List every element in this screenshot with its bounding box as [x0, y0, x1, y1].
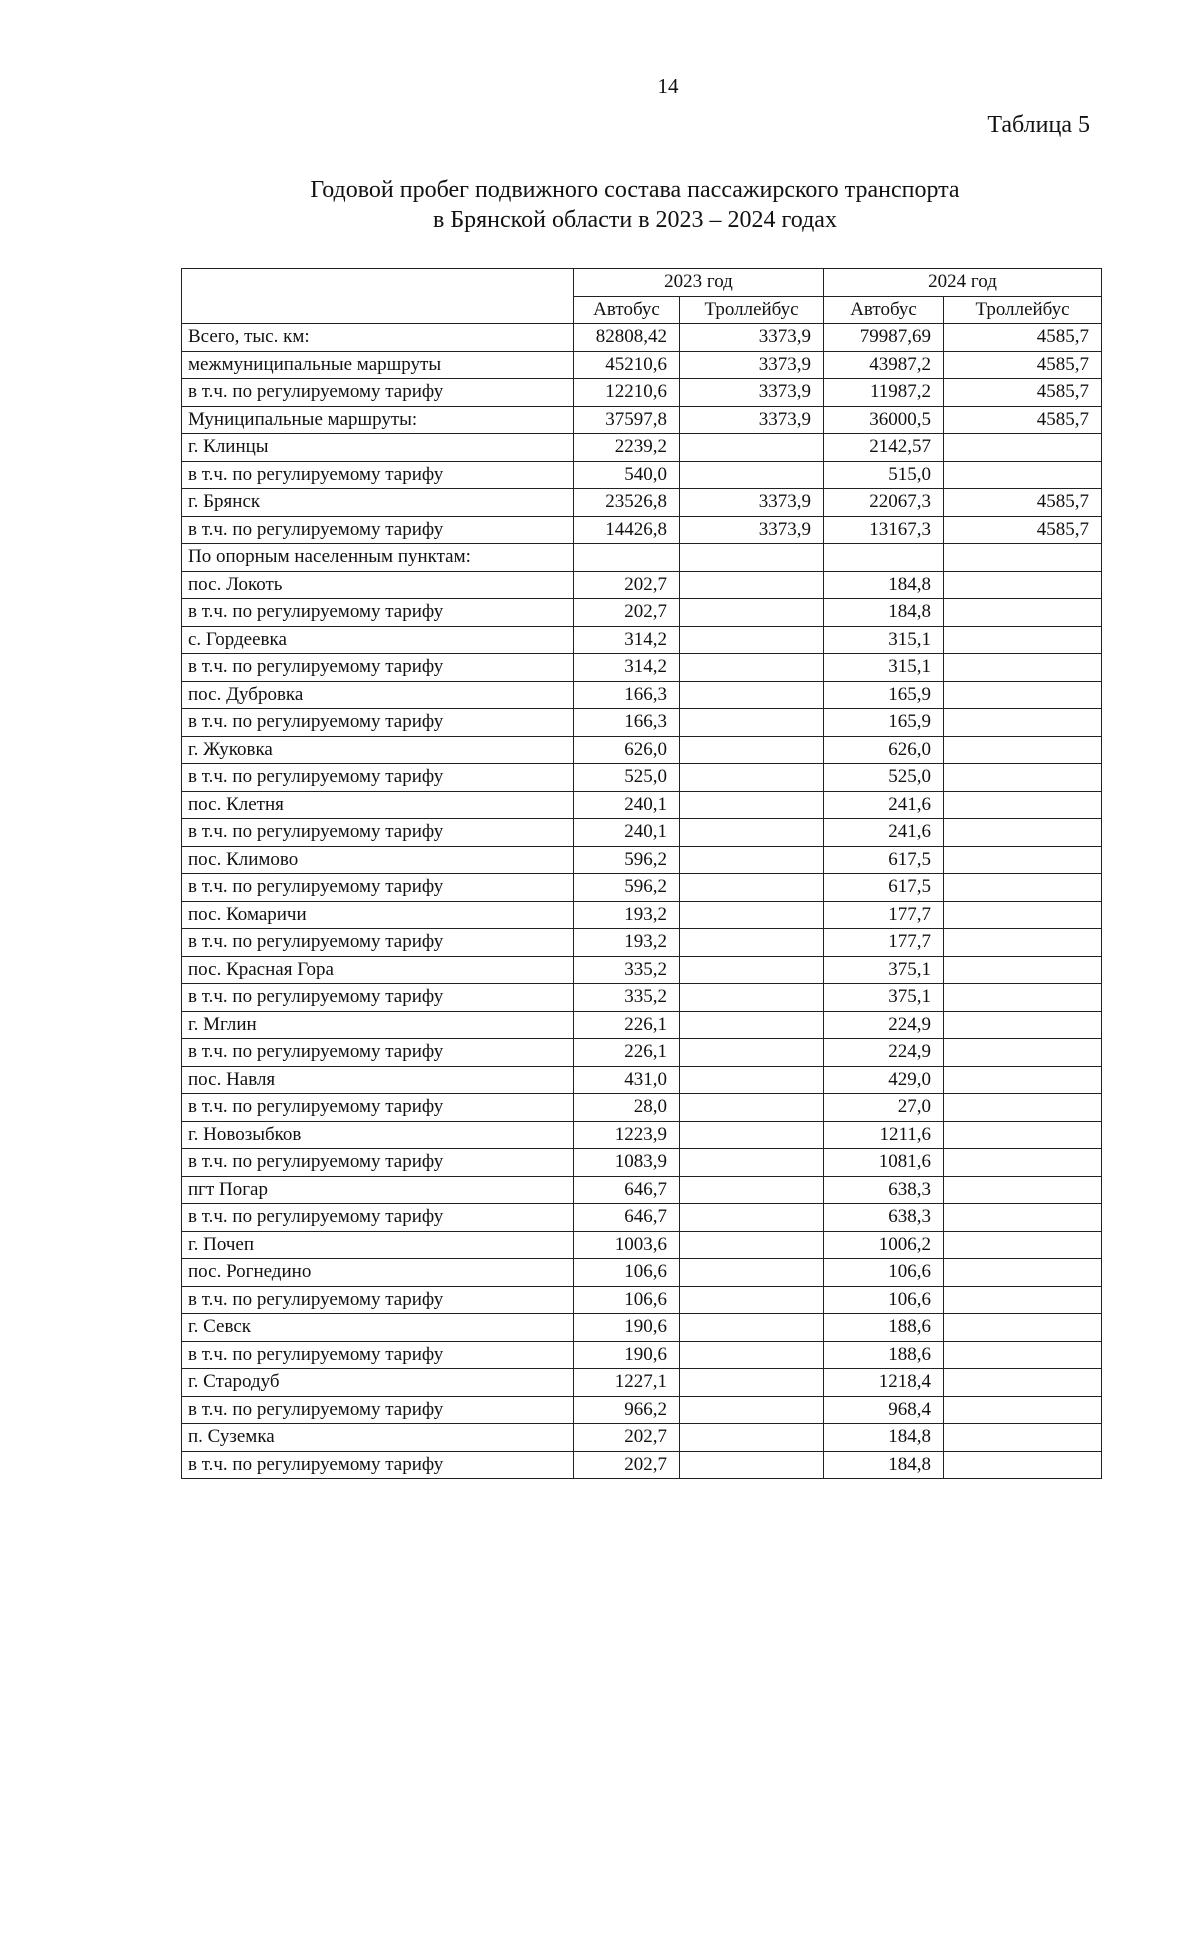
bus-2024-value: 36000,5	[824, 406, 944, 434]
trolleybus-2023-value	[680, 1094, 824, 1122]
table-row	[182, 1011, 1102, 1039]
bus-2024-value: 184,8	[824, 599, 944, 627]
row-label-header	[182, 269, 574, 324]
trolleybus-2024-value	[944, 1204, 1102, 1232]
table-row	[182, 571, 1102, 599]
row-label: г. Жуковка	[182, 736, 574, 764]
bus-2023-value: 966,2	[574, 1396, 680, 1424]
bus-2024-value: 968,4	[824, 1396, 944, 1424]
bus-2023-value: 596,2	[574, 846, 680, 874]
table-row	[182, 1121, 1102, 1149]
bus-2024-value: 165,9	[824, 681, 944, 709]
bus-2024-value: 315,1	[824, 626, 944, 654]
table-row	[182, 406, 1102, 434]
trolleybus-2023-value	[680, 846, 824, 874]
row-label: с. Гордеевка	[182, 626, 574, 654]
bus-2023-value: 193,2	[574, 901, 680, 929]
row-label: Всего, тыс. км:	[182, 324, 574, 352]
trolleybus-2023-value	[680, 1286, 824, 1314]
bus-2023-value: 45210,6	[574, 351, 680, 379]
row-label: пос. Навля	[182, 1066, 574, 1094]
bus-2024-value: 224,9	[824, 1011, 944, 1039]
bus-2023-value: 626,0	[574, 736, 680, 764]
title-line-1: Годовой пробег подвижного состава пассажирского транспорта	[310, 177, 960, 203]
bus-2023-value: 314,2	[574, 654, 680, 682]
bus-2024-value: 165,9	[824, 709, 944, 737]
row-label: в т.ч. по регулируемому тарифу	[182, 929, 574, 957]
trolleybus-2024-value	[944, 901, 1102, 929]
table-row	[182, 1094, 1102, 1122]
trolleybus-2024-value	[944, 1259, 1102, 1287]
trolleybus-2024-value	[944, 1369, 1102, 1397]
table-row	[182, 1369, 1102, 1397]
bus-2023-value: 431,0	[574, 1066, 680, 1094]
table-row	[182, 764, 1102, 792]
trolleybus-2024-value: 4585,7	[944, 516, 1102, 544]
row-label: г. Клинцы	[182, 434, 574, 462]
document-title	[0, 175, 1200, 235]
bus-2024-value: 315,1	[824, 654, 944, 682]
trolleybus-2023-value	[680, 1176, 824, 1204]
bus-2024-value: 375,1	[824, 984, 944, 1012]
bus-2024-value: 241,6	[824, 819, 944, 847]
row-label: в т.ч. по регулируемому тарифу	[182, 461, 574, 489]
table-row	[182, 544, 1102, 572]
row-label: пос. Комаричи	[182, 901, 574, 929]
trolleybus-2023-value	[680, 901, 824, 929]
trolleybus-2024-value	[944, 1396, 1102, 1424]
table-body	[182, 324, 1102, 1479]
trolleybus-2024-value	[944, 1286, 1102, 1314]
trolleybus-2023-value	[680, 1149, 824, 1177]
trolleybus-2024-value	[944, 874, 1102, 902]
trolleybus-2023-value	[680, 1424, 824, 1452]
trolleybus-2024-value	[944, 1094, 1102, 1122]
bus-2024-value: 22067,3	[824, 489, 944, 517]
row-label: пос. Локоть	[182, 571, 574, 599]
table-row	[182, 1176, 1102, 1204]
trolleybus-2023-value	[680, 709, 824, 737]
table-row	[182, 1204, 1102, 1232]
bus-2023-value: 525,0	[574, 764, 680, 792]
trolleybus-2023-value	[680, 599, 824, 627]
table-label: Таблица 5	[987, 112, 1090, 138]
bus-2024-value: 1218,4	[824, 1369, 944, 1397]
row-label: в т.ч. по регулируемому тарифу	[182, 516, 574, 544]
trolleybus-2023-value	[680, 764, 824, 792]
trolleybus-2024-value	[944, 846, 1102, 874]
row-label: г. Новозыбков	[182, 1121, 574, 1149]
bus-2023-value: 1223,9	[574, 1121, 680, 1149]
trolleybus-2024-value	[944, 544, 1102, 572]
table-row	[182, 901, 1102, 929]
bus-2024-value: 2142,57	[824, 434, 944, 462]
vehicle-header-trolleybus-2023: Троллейбус	[680, 296, 824, 324]
trolleybus-2023-value	[680, 434, 824, 462]
bus-2023-value: 12210,6	[574, 379, 680, 407]
bus-2024-value: 27,0	[824, 1094, 944, 1122]
row-label: в т.ч. по регулируемому тарифу	[182, 709, 574, 737]
bus-2023-value: 646,7	[574, 1204, 680, 1232]
trolleybus-2024-value	[944, 929, 1102, 957]
vehicle-header-bus-2024: Автобус	[824, 296, 944, 324]
bus-2023-value: 202,7	[574, 599, 680, 627]
trolleybus-2024-value	[944, 461, 1102, 489]
bus-2024-value: 43987,2	[824, 351, 944, 379]
table-row	[182, 846, 1102, 874]
trolleybus-2024-value	[944, 1039, 1102, 1067]
row-label: г. Почеп	[182, 1231, 574, 1259]
trolleybus-2023-value	[680, 1066, 824, 1094]
table-row	[182, 1396, 1102, 1424]
title-line-2: в Брянской области в 2023 – 2024 годах	[433, 207, 837, 233]
table-row	[182, 1341, 1102, 1369]
table-row	[182, 1259, 1102, 1287]
bus-2024-value: 177,7	[824, 901, 944, 929]
table-row	[182, 681, 1102, 709]
trolleybus-2023-value	[680, 1259, 824, 1287]
table-row	[182, 709, 1102, 737]
table-row	[182, 1231, 1102, 1259]
row-label: в т.ч. по регулируемому тарифу	[182, 819, 574, 847]
bus-2024-value: 1211,6	[824, 1121, 944, 1149]
trolleybus-2024-value	[944, 764, 1102, 792]
row-label: г. Стародуб	[182, 1369, 574, 1397]
trolleybus-2023-value: 3373,9	[680, 324, 824, 352]
bus-2023-value: 226,1	[574, 1011, 680, 1039]
row-label: в т.ч. по регулируемому тарифу	[182, 1094, 574, 1122]
trolleybus-2024-value	[944, 1121, 1102, 1149]
bus-2024-value: 177,7	[824, 929, 944, 957]
table-row	[182, 654, 1102, 682]
trolleybus-2023-value	[680, 929, 824, 957]
bus-2023-value: 166,3	[574, 709, 680, 737]
bus-2023-value: 190,6	[574, 1341, 680, 1369]
trolleybus-2024-value: 4585,7	[944, 379, 1102, 407]
table-row	[182, 929, 1102, 957]
bus-2023-value: 202,7	[574, 1424, 680, 1452]
bus-2024-value: 638,3	[824, 1176, 944, 1204]
bus-2024-value: 188,6	[824, 1341, 944, 1369]
trolleybus-2024-value	[944, 1176, 1102, 1204]
table-row	[182, 1039, 1102, 1067]
row-label: в т.ч. по регулируемому тарифу	[182, 1286, 574, 1314]
bus-2023-value: 1003,6	[574, 1231, 680, 1259]
trolleybus-2023-value	[680, 956, 824, 984]
trolleybus-2023-value	[680, 1039, 824, 1067]
bus-2023-value: 240,1	[574, 791, 680, 819]
trolleybus-2024-value	[944, 626, 1102, 654]
bus-2024-value: 184,8	[824, 1451, 944, 1479]
bus-2023-value: 193,2	[574, 929, 680, 957]
table-row	[182, 1451, 1102, 1479]
trolleybus-2023-value	[680, 874, 824, 902]
trolleybus-2023-value	[680, 1396, 824, 1424]
table-row	[182, 874, 1102, 902]
trolleybus-2023-value: 3373,9	[680, 406, 824, 434]
table-row	[182, 956, 1102, 984]
table-row	[182, 984, 1102, 1012]
trolleybus-2023-value: 3373,9	[680, 351, 824, 379]
trolleybus-2024-value	[944, 434, 1102, 462]
trolleybus-2024-value	[944, 599, 1102, 627]
mileage-table	[181, 268, 1102, 1479]
trolleybus-2024-value	[944, 1231, 1102, 1259]
trolleybus-2023-value	[680, 1369, 824, 1397]
bus-2023-value: 2239,2	[574, 434, 680, 462]
bus-2023-value: 82808,42	[574, 324, 680, 352]
trolleybus-2023-value	[680, 461, 824, 489]
row-label: По опорным населенным пунктам:	[182, 544, 574, 572]
year-header-2024: 2024 год	[824, 269, 1102, 297]
table-row	[182, 489, 1102, 517]
trolleybus-2023-value	[680, 654, 824, 682]
trolleybus-2024-value: 4585,7	[944, 351, 1102, 379]
table-row	[182, 1424, 1102, 1452]
row-label: в т.ч. по регулируемому тарифу	[182, 984, 574, 1012]
trolleybus-2024-value	[944, 1011, 1102, 1039]
bus-2023-value: 190,6	[574, 1314, 680, 1342]
trolleybus-2024-value	[944, 571, 1102, 599]
table-row	[182, 516, 1102, 544]
trolleybus-2024-value: 4585,7	[944, 406, 1102, 434]
row-label: в т.ч. по регулируемому тарифу	[182, 1039, 574, 1067]
bus-2024-value: 79987,69	[824, 324, 944, 352]
bus-2023-value: 1227,1	[574, 1369, 680, 1397]
bus-2024-value: 188,6	[824, 1314, 944, 1342]
bus-2023-value: 240,1	[574, 819, 680, 847]
table-row	[182, 434, 1102, 462]
table-row	[182, 324, 1102, 352]
row-label: в т.ч. по регулируемому тарифу	[182, 1396, 574, 1424]
trolleybus-2024-value	[944, 791, 1102, 819]
row-label: пос. Рогнедино	[182, 1259, 574, 1287]
bus-2023-value: 335,2	[574, 956, 680, 984]
year-header-2023: 2023 год	[574, 269, 824, 297]
trolleybus-2024-value	[944, 736, 1102, 764]
row-label: в т.ч. по регулируемому тарифу	[182, 1451, 574, 1479]
trolleybus-2024-value	[944, 956, 1102, 984]
trolleybus-2024-value	[944, 1314, 1102, 1342]
table-row	[182, 1314, 1102, 1342]
bus-2023-value: 1083,9	[574, 1149, 680, 1177]
bus-2024-value: 617,5	[824, 874, 944, 902]
bus-2023-value: 37597,8	[574, 406, 680, 434]
bus-2023-value: 596,2	[574, 874, 680, 902]
trolleybus-2023-value	[680, 1341, 824, 1369]
page-number: 14	[657, 74, 679, 98]
trolleybus-2023-value	[680, 1121, 824, 1149]
trolleybus-2023-value	[680, 681, 824, 709]
row-label: пгт Погар	[182, 1176, 574, 1204]
bus-2024-value: 626,0	[824, 736, 944, 764]
trolleybus-2024-value	[944, 1149, 1102, 1177]
trolleybus-2024-value	[944, 681, 1102, 709]
year-header-row	[182, 269, 1102, 297]
trolleybus-2024-value	[944, 1066, 1102, 1094]
bus-2024-value: 525,0	[824, 764, 944, 792]
bus-2023-value: 106,6	[574, 1259, 680, 1287]
row-label: Муниципальные маршруты:	[182, 406, 574, 434]
trolleybus-2023-value: 3373,9	[680, 516, 824, 544]
row-label: в т.ч. по регулируемому тарифу	[182, 1204, 574, 1232]
bus-2024-value	[824, 544, 944, 572]
trolleybus-2024-value	[944, 984, 1102, 1012]
trolleybus-2023-value	[680, 1011, 824, 1039]
bus-2023-value: 202,7	[574, 1451, 680, 1479]
trolleybus-2023-value	[680, 1204, 824, 1232]
bus-2023-value: 314,2	[574, 626, 680, 654]
row-label: в т.ч. по регулируемому тарифу	[182, 874, 574, 902]
bus-2023-value: 14426,8	[574, 516, 680, 544]
bus-2023-value: 23526,8	[574, 489, 680, 517]
bus-2023-value: 646,7	[574, 1176, 680, 1204]
table-row	[182, 599, 1102, 627]
bus-2024-value: 1081,6	[824, 1149, 944, 1177]
trolleybus-2023-value	[680, 626, 824, 654]
bus-2023-value: 226,1	[574, 1039, 680, 1067]
trolleybus-2024-value: 4585,7	[944, 489, 1102, 517]
trolleybus-2023-value	[680, 1231, 824, 1259]
trolleybus-2024-value	[944, 1341, 1102, 1369]
trolleybus-2023-value	[680, 1451, 824, 1479]
bus-2024-value: 617,5	[824, 846, 944, 874]
vehicle-header-bus-2023: Автобус	[574, 296, 680, 324]
bus-2023-value: 166,3	[574, 681, 680, 709]
row-label: в т.ч. по регулируемому тарифу	[182, 764, 574, 792]
bus-2024-value: 11987,2	[824, 379, 944, 407]
table-row	[182, 736, 1102, 764]
trolleybus-2023-value	[680, 736, 824, 764]
bus-2024-value: 106,6	[824, 1259, 944, 1287]
table-row	[182, 351, 1102, 379]
table-header	[182, 269, 1102, 324]
table-row	[182, 819, 1102, 847]
trolleybus-2023-value	[680, 1314, 824, 1342]
bus-2024-value: 515,0	[824, 461, 944, 489]
row-label: в т.ч. по регулируемому тарифу	[182, 379, 574, 407]
vehicle-header-trolleybus-2024: Троллейбус	[944, 296, 1102, 324]
row-label: пос. Дубровка	[182, 681, 574, 709]
row-label: г. Севск	[182, 1314, 574, 1342]
trolleybus-2024-value	[944, 709, 1102, 737]
bus-2024-value: 1006,2	[824, 1231, 944, 1259]
table-row	[182, 1149, 1102, 1177]
table-row	[182, 461, 1102, 489]
trolleybus-2023-value	[680, 819, 824, 847]
bus-2024-value: 375,1	[824, 956, 944, 984]
bus-2024-value: 106,6	[824, 1286, 944, 1314]
trolleybus-2023-value	[680, 544, 824, 572]
bus-2023-value: 540,0	[574, 461, 680, 489]
trolleybus-2024-value	[944, 819, 1102, 847]
row-label: в т.ч. по регулируемому тарифу	[182, 599, 574, 627]
bus-2024-value: 429,0	[824, 1066, 944, 1094]
bus-2024-value: 13167,3	[824, 516, 944, 544]
table-row	[182, 791, 1102, 819]
trolleybus-2023-value	[680, 791, 824, 819]
bus-2023-value	[574, 544, 680, 572]
bus-2024-value: 241,6	[824, 791, 944, 819]
row-label: г. Брянск	[182, 489, 574, 517]
row-label: межмуниципальные маршруты	[182, 351, 574, 379]
row-label: пос. Красная Гора	[182, 956, 574, 984]
trolleybus-2024-value: 4585,7	[944, 324, 1102, 352]
row-label: в т.ч. по регулируемому тарифу	[182, 1149, 574, 1177]
table-row	[182, 1066, 1102, 1094]
trolleybus-2023-value: 3373,9	[680, 489, 824, 517]
bus-2023-value: 28,0	[574, 1094, 680, 1122]
bus-2023-value: 202,7	[574, 571, 680, 599]
trolleybus-2023-value: 3373,9	[680, 379, 824, 407]
trolleybus-2023-value	[680, 984, 824, 1012]
trolleybus-2024-value	[944, 654, 1102, 682]
row-label: в т.ч. по регулируемому тарифу	[182, 1341, 574, 1369]
bus-2023-value: 335,2	[574, 984, 680, 1012]
bus-2023-value: 106,6	[574, 1286, 680, 1314]
row-label: пос. Клетня	[182, 791, 574, 819]
table-row	[182, 1286, 1102, 1314]
trolleybus-2024-value	[944, 1451, 1102, 1479]
bus-2024-value: 184,8	[824, 1424, 944, 1452]
bus-2024-value: 184,8	[824, 571, 944, 599]
row-label: в т.ч. по регулируемому тарифу	[182, 654, 574, 682]
row-label: г. Мглин	[182, 1011, 574, 1039]
trolleybus-2023-value	[680, 571, 824, 599]
bus-2024-value: 224,9	[824, 1039, 944, 1067]
row-label: п. Суземка	[182, 1424, 574, 1452]
table-row	[182, 379, 1102, 407]
row-label: пос. Климово	[182, 846, 574, 874]
bus-2024-value: 638,3	[824, 1204, 944, 1232]
table-row	[182, 626, 1102, 654]
trolleybus-2024-value	[944, 1424, 1102, 1452]
